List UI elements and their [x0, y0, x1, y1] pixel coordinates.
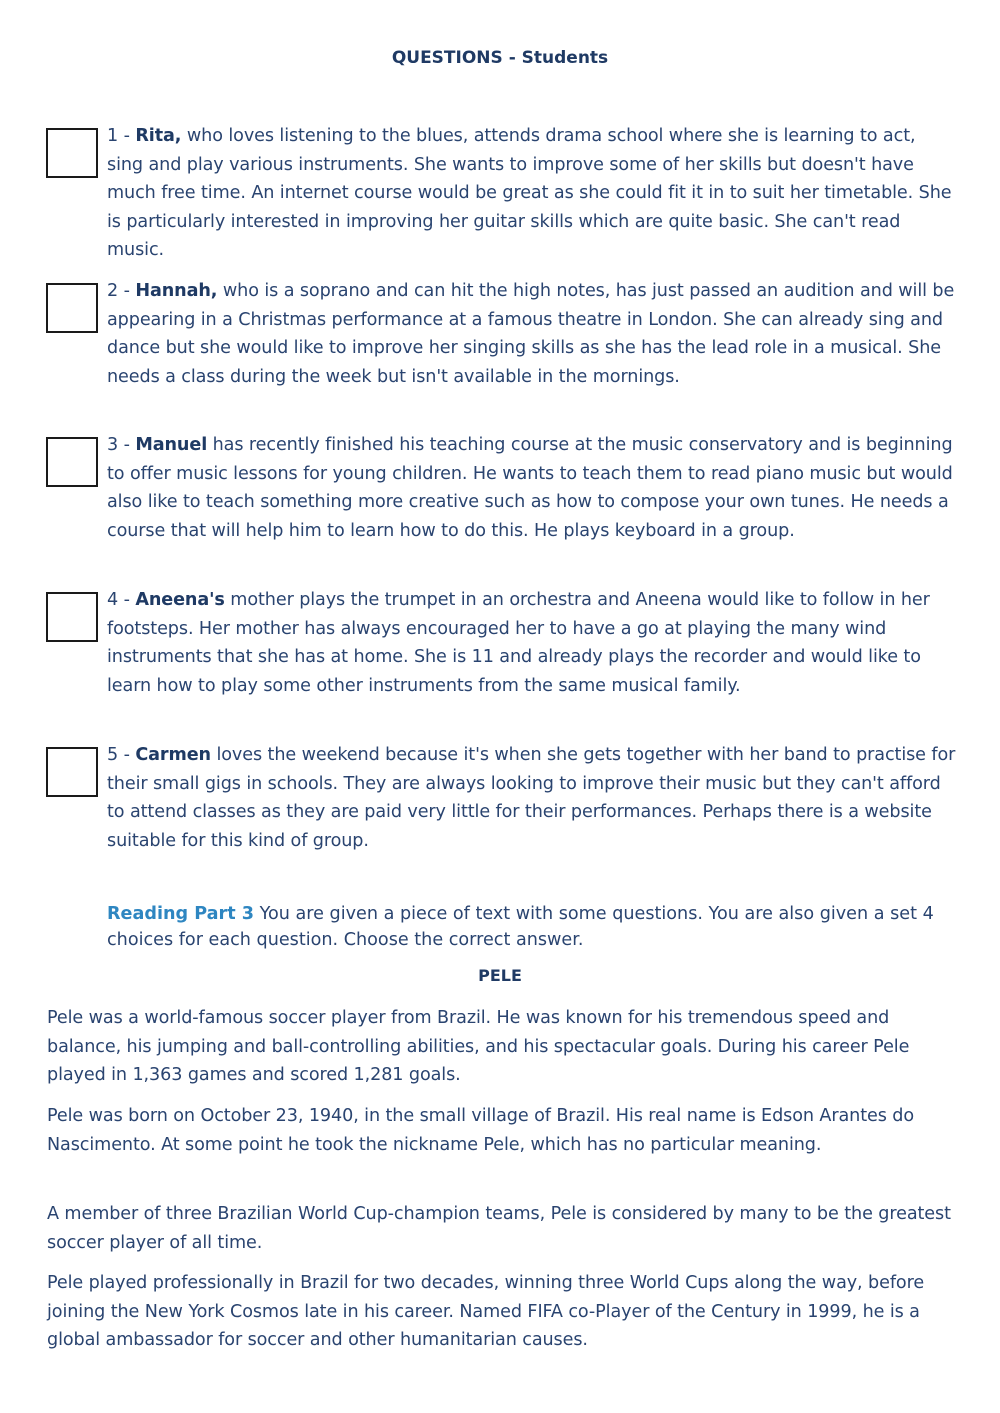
question-number: 2 - [107, 281, 136, 301]
student-name: Manuel [135, 435, 208, 455]
answer-box-5[interactable] [46, 747, 98, 797]
question-body: mother plays the trumpet in an orchestra and Aneena would like to follow in her footsteps. Her mother has always encouraged her to have a go at playing the many wind instruments that she has at home. She is 11 and already plays the recorder and would like to learn how to play some other instruments from the same musical family. [107, 590, 930, 696]
student-name: Hannah, [135, 281, 218, 301]
question-number: 1 - [107, 126, 136, 146]
question-text [107, 431, 956, 545]
question-1 [46, 122, 956, 265]
question-4 [46, 586, 956, 700]
answer-box-1[interactable] [46, 128, 98, 178]
reading-part-label: Reading Part 3 [107, 904, 254, 924]
answer-box-3[interactable] [46, 437, 98, 487]
question-body: who is a soprano and can hit the high notes, has just passed an audition and will be appearing in a Christmas performance at a famous theatre in London. She can already sing and dance but she would like to improve her singing skills as she has the lead role in a musical. She needs a class during the week but isn't available in the mornings. [107, 281, 955, 387]
student-name: Carmen [135, 745, 211, 765]
student-name: Rita, [135, 126, 182, 146]
question-5 [46, 741, 956, 855]
answer-box-4[interactable] [46, 592, 98, 642]
student-name: Aneena's [135, 590, 225, 610]
question-text [107, 122, 956, 265]
reading-part-instructions [107, 902, 967, 953]
question-body: loves the weekend because it's when she gets together with her band to practise for their small gigs in schools. They are always looking to improve their music but they can't afford to attend classes as they are paid very little for their performances. Perhaps there is a website suitable for this kind of group. [107, 745, 956, 851]
question-3 [46, 431, 956, 545]
reading-part-text: You are given a piece of text with some questions. You are also given a set 4 choices for each question. Choose the correct answer. [107, 904, 934, 950]
question-text [107, 277, 956, 391]
answer-box-2[interactable] [46, 283, 98, 333]
question-text [107, 586, 956, 700]
question-number: 4 - [107, 590, 136, 610]
page-title: QUESTIONS - Students [391, 48, 609, 68]
paragraph-3: A member of three Brazilian World Cup-champion teams, Pele is considered by many to be the greatest soccer player of all time. [47, 1204, 951, 1253]
section-title: PELE [478, 966, 522, 985]
paragraph-4: Pele played professionally in Brazil for two decades, winning three World Cups along the way, before joining the New York Cosmos late in his career. Named FIFA co-Player of the Century in 1999, he is a global ambassador for soccer and other humanitarian causes. [47, 1273, 925, 1351]
question-body: has recently finished his teaching course at the music conservatory and is beginning to offer music lessons for young children. He wants to teach them to read piano music but would also like to teach something more creative such as how to compose your own tunes. He needs a course that will help him to learn how to do this. He plays keyboard in a group. [107, 435, 953, 541]
question-2 [46, 277, 956, 391]
question-number: 5 - [107, 745, 136, 765]
question-body: who loves listening to the blues, attends drama school where she is learning to act, sing and play various instruments. She wants to improve some of her skills but doesn't have much free time. An internet course would be great as she could fit it in to suit her timetable. She is particularly interested in improving her guitar skills which are quite basic. She can't read music. [107, 126, 952, 261]
paragraph-2: Pele was born on October 23, 1940, in the small village of Brazil. His real name is Edson Arantes do Nascimento. At some point he took the nickname Pele, which has no particular meaning. [47, 1106, 915, 1155]
question-text [107, 741, 956, 855]
paragraph-1: Pele was a world-famous soccer player from Brazil. He was known for his tremendous speed and balance, his jumping and ball-controlling abilities, and his spectacular goals. During his career Pele played in 1,363 games and scored 1,281 goals. [47, 1008, 910, 1086]
question-number: 3 - [107, 435, 136, 455]
